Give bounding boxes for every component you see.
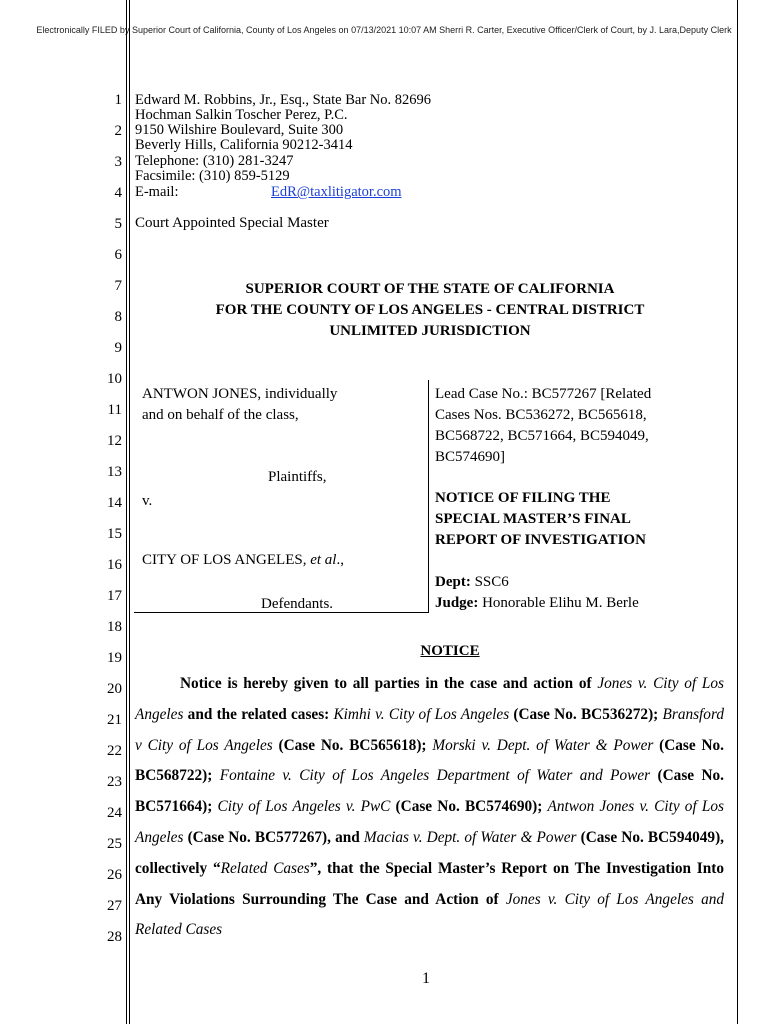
case-name-italic: Kimhi v. City of Los Angeles bbox=[333, 705, 510, 723]
notice-text-segment: (Case No. BC536272); bbox=[509, 705, 663, 723]
right-margin-rule bbox=[737, 0, 738, 1024]
notice-text-segment: (Case No. BC574690); bbox=[390, 798, 548, 816]
email-label: E-mail: bbox=[135, 184, 179, 200]
case-number-line: Cases Nos. BC536272, BC565618, bbox=[435, 407, 647, 423]
notice-text-segment: Notice is hereby given to all parties in the case and action of bbox=[180, 675, 598, 692]
line-number: 24 bbox=[107, 805, 122, 821]
line-number: 26 bbox=[107, 867, 122, 883]
line-number: 8 bbox=[114, 309, 122, 325]
line-number: 5 bbox=[114, 216, 122, 232]
case-number-line: BC574690] bbox=[435, 449, 506, 465]
case-name-italic: City of Los Angeles v. PwC bbox=[217, 798, 391, 816]
email-link[interactable]: EdR@taxlitigator.com bbox=[271, 184, 402, 200]
case-number-block bbox=[435, 384, 735, 468]
court-title-line-1: SUPERIOR COURT OF THE STATE OF CALIFORNIA bbox=[245, 281, 615, 297]
line-number: 9 bbox=[114, 340, 122, 356]
line-number: 22 bbox=[107, 743, 122, 759]
et-al: et al bbox=[310, 552, 337, 568]
document-title-line: NOTICE OF FILING THE bbox=[435, 490, 611, 506]
line-number: 19 bbox=[107, 650, 122, 666]
case-name-italic: Fontaine v. City of Los Angeles Department of Water and Power bbox=[219, 767, 651, 785]
telephone: Telephone: (310) 281-3247 bbox=[135, 153, 294, 169]
line-number: 6 bbox=[114, 247, 122, 263]
email-row bbox=[135, 184, 402, 200]
notice-text-segment: (Case No. BC577267), and bbox=[183, 828, 364, 846]
defendant-text: CITY OF LOS ANGELES, bbox=[142, 552, 307, 568]
line-number: 28 bbox=[107, 929, 122, 945]
line-number: 13 bbox=[107, 464, 122, 480]
case-number-line: Lead Case No.: BC577267 [Related bbox=[435, 386, 652, 402]
line-number: 15 bbox=[107, 526, 122, 542]
court-title bbox=[135, 279, 725, 342]
versus: v. bbox=[142, 493, 153, 509]
line-number: 23 bbox=[107, 774, 122, 790]
plaintiff-line-2: and on behalf of the class, bbox=[142, 407, 299, 423]
address-line-2: Beverly Hills, California 90212-3414 bbox=[135, 137, 353, 153]
line-number: 17 bbox=[107, 588, 122, 604]
line-number: 2 bbox=[114, 123, 122, 139]
line-number: 1 bbox=[114, 92, 122, 108]
judge-row bbox=[435, 593, 735, 614]
notice-text bbox=[135, 675, 724, 938]
address-line-1: 9150 Wilshire Boulevard, Suite 300 bbox=[135, 122, 344, 138]
line-number: 3 bbox=[114, 154, 122, 170]
page-number: 1 bbox=[422, 970, 430, 987]
plaintiffs-label: Plaintiffs, bbox=[268, 469, 327, 485]
caption-divider bbox=[428, 380, 429, 613]
document-title-line: REPORT OF INVESTIGATION bbox=[435, 532, 646, 548]
attorney-role: Court Appointed Special Master bbox=[135, 215, 329, 231]
notice-text-segment: (Case No. BC571664); bbox=[135, 767, 724, 816]
case-name-italic: Bransford v City of Los Angeles bbox=[135, 705, 724, 754]
notice-text-segment: (Case No. BC565618); bbox=[272, 736, 433, 754]
line-number: 16 bbox=[107, 557, 122, 573]
dept-value: SSC6 bbox=[470, 574, 509, 590]
line-number: 10 bbox=[107, 371, 122, 387]
case-name-italic: Macias v. Dept. of Water & Power bbox=[363, 828, 577, 846]
judge-value: Honorable Elihu M. Berle bbox=[478, 595, 639, 611]
notice-text-segment: and the related cases: bbox=[183, 705, 334, 723]
defendant-end: ., bbox=[336, 552, 344, 568]
plaintiff-line-1: ANTWON JONES, individually bbox=[142, 386, 338, 402]
line-number: 27 bbox=[107, 898, 122, 914]
dept-row bbox=[435, 572, 735, 593]
law-firm: Hochman Salkin Toscher Perez, P.C. bbox=[135, 107, 348, 123]
court-title-line-3: UNLIMITED JURISDICTION bbox=[329, 323, 531, 339]
notice-body bbox=[135, 669, 724, 946]
line-number: 14 bbox=[107, 495, 122, 511]
line-number: 25 bbox=[107, 836, 122, 852]
notice-text-segment: ”, that the Special Master’s Report on The Investigation Into Any Violations Surrounding The Case and Action of bbox=[135, 859, 724, 908]
notice-text-segment: (Case No. BC594049), collectively “ bbox=[135, 828, 724, 877]
line-number: 21 bbox=[107, 712, 122, 728]
case-name-italic: Morski v. Dept. of Water & Power bbox=[432, 736, 654, 754]
dept-label: Dept: bbox=[435, 574, 471, 590]
case-name-italic: Antwon Jones v. City of Los Angeles bbox=[135, 798, 724, 846]
plaintiff-name bbox=[142, 384, 422, 426]
line-number: 4 bbox=[114, 185, 122, 201]
case-name-italic: Jones v. City of Los Angeles bbox=[135, 675, 724, 723]
court-title-line-2: FOR THE COUNTY OF LOS ANGELES - CENTRAL DISTRICT bbox=[215, 302, 645, 318]
attorney-name: Edward M. Robbins, Jr., Esq., State Bar No. 82696 bbox=[135, 92, 432, 108]
line-number: 18 bbox=[107, 619, 122, 635]
judge-label: Judge: bbox=[435, 595, 479, 611]
left-margin-rule bbox=[126, 0, 127, 1024]
left-margin-rule-inner bbox=[129, 0, 130, 1024]
case-number-line: BC568722, BC571664, BC594049, bbox=[435, 428, 649, 444]
filed-stamp: Electronically FILED by Superior Court of California, County of Los Angeles on 07/13/2021 10:07 AM Sherri R. Carter, Executive Officer/Clerk of Court, by J. Lara,Deputy Clerk bbox=[36, 25, 732, 35]
line-number: 12 bbox=[107, 433, 122, 449]
line-number: 7 bbox=[114, 278, 122, 294]
line-number: 11 bbox=[107, 402, 122, 418]
document-title bbox=[435, 488, 735, 551]
case-name-italic: Related Cases bbox=[220, 859, 310, 877]
notice-heading: NOTICE bbox=[420, 643, 480, 659]
document-title-line: SPECIAL MASTER’S FINAL bbox=[435, 511, 631, 527]
line-number: 20 bbox=[107, 681, 122, 697]
notice-text-segment: (Case No. BC568722); bbox=[135, 736, 724, 785]
facsimile: Facsimile: (310) 859-5129 bbox=[135, 168, 290, 184]
defendants-label: Defendants. bbox=[261, 596, 334, 612]
defendant-name bbox=[142, 550, 344, 571]
case-name-italic: Jones v. City of Los Angeles and Related Cases bbox=[135, 890, 725, 939]
